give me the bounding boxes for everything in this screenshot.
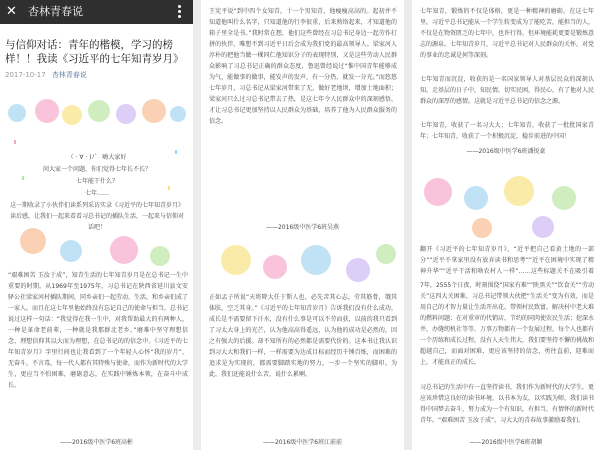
- decor-dot: [110, 236, 138, 264]
- article-panel-middle: [201, 0, 404, 450]
- essay-4-paragraph-2: 七年知青而沉淀，收获的是一名国家领导人对基层民众的深刻认知，走基层的日子中，知民情，切实民困，得民心，有了他对人民群众的深厚的感情。这就是习近平总书记的信念之源。: [420, 76, 594, 105]
- decor-dot: [88, 100, 110, 122]
- decor-dot: [8, 104, 26, 122]
- decor-dot: [20, 228, 46, 254]
- decor-dot: [532, 216, 554, 238]
- article-date: 2017-10-17: [5, 71, 46, 79]
- decor-dot: [116, 104, 136, 124]
- app-title: 杏林青春说: [28, 5, 83, 18]
- decor-dot: [424, 178, 452, 206]
- article-panel-left: [0, 0, 193, 450]
- intro-ellipsis: 七年……: [84, 190, 109, 197]
- decor-dot: [170, 106, 186, 122]
- intro-question: 问大家一个问题，你们觉得七年长不长？: [42, 166, 151, 173]
- intro-summary: 这一期收录了小伙伴们读系列采访实录《习近平的七年知青岁月》读后感，让我们一起来看看习总书记的插队生活，一起来与信仰对话吧！: [9, 202, 184, 231]
- intro-greeting: （ · ∀ · )ﾉ゛ 嗨大家好: [67, 154, 127, 161]
- panel-separator: [404, 0, 412, 450]
- article-panel-right: [412, 0, 600, 450]
- decor-dot: [263, 255, 287, 279]
- decor-dot: [221, 245, 251, 275]
- article-meta: [5, 70, 87, 80]
- article-title: 与信仰对话：青年的楷模，学习的榜样！！我读《习近平的七年知青岁月》: [5, 39, 184, 65]
- panel-separator: [193, 0, 201, 450]
- essay-2-signature: ——2016级中医学6班吴燕: [265, 224, 340, 231]
- decor-dot: [301, 245, 331, 275]
- decor-dot: [504, 176, 534, 206]
- essay-4: 七年知青，锻炼的不仅是体格，更是一种精神的磨砺。在这七年里，习近平总书记能从一个学生转变成为了能吃苦，能担当的人，不仅是在物资匮乏的七年中，也许行得，但环境能耗更要是锻炼意志的源泉。七年知青岁月，习近平总书记对人民群众的关怀，对党的事业的忠诚是何等深刻。: [420, 8, 594, 59]
- essay-5-paragraph-3: 习总书记的生活中有一直坚持读书，我们作为新时代的大学生，更应该珍惜这良好的读书环境，以书本为友，以实践为师，我们读书得中国梦去奋斗，努力成为一个有知识，有担当，有情怀的新时代青年。“艰难困苦 玉汝于成”。习大大的青春故事激励着我们。: [420, 384, 594, 424]
- essay-5-paragraph-2: 7年，2555个日夜，时刻围绕“国家有难”“陕黑关”“饮食关”“劳动关”这四大关困难，习总书记带领大伙把“生活关”变为有效，而是用自己的才智力量让生活开出花。带领村民致富，解决村中老大难的燃料问题；在对重审的代销店，节约的同肉使农民生活；挖深水井，办缝纫机社等等，万事万物都有一个发展过程，每个人也都有一个历练和成长过程，没有人天生伟大，我们要坚持不懈的挑战和超越自己，而面对困难，更应该坚持的信念，勇往直前，迎难而上，才能真正的成长。: [420, 282, 594, 366]
- decor-dot: [142, 99, 166, 123]
- essay-4-paragraph-3: 七年知青，收获了一名习大大；七年知青，收获了一批批国家青年；七年知青，收获了一个积极沉淀，稳步前进的中国！: [420, 122, 594, 140]
- essay-4-signature: ——2016级中医学6班潘锐豪: [466, 148, 546, 155]
- decor-dot: [464, 186, 488, 210]
- essay-3: 正如孟子所说“天将降大任于斯人也，必先苦其心志，劳其筋骨，饿其体肤，空乏其身。”《习近平的七年知青岁月》告诉我们没有什么成功，成长是不需要留下汗水，没有什么事是可以不劳而获，以前的我只看到了习太大身上的光芒，认为他高高得遥远，认为他的成功是必然的，因之有强大的后援。却不知所有的必然都是需要代价的。这本书让我认识到习大大和我们一样，一样需要为达成目标而经历千锤百炼，而困难的追求是为实现的，都需要脚踏实地的努力，一步一个坚实的脚印。为此，我们还能说什么苦，说什么累啊。: [209, 294, 397, 378]
- decor-dot: [60, 240, 82, 262]
- more-vertical-icon[interactable]: [178, 3, 182, 21]
- essay-2: 王宪平说“到中四个女知青，十一个男知青，他瘦瘦高高的。起初并不知道他叫什么名字，只知道他的行李很重，后来熟络起来，才知道他的箱子里全是书。”我时常在想，他们这些曾经在习总书记身边一起劳作打拼的伙伴，唯想不到习近平日后会成为我们党的最高领导人。梁家河人淳朴的把他当做一棵同仁他知识分子的表现特别，又是这些劳动人民群众影响了习总书记正确的群众态度，鲁迅曾经说过“惟中国青年能够成为气，能做事的做事，能发声的发声，有一分热，就发一分光。”而悠悠七年岁月，习总书记从梁家河带来了无，做好老地坝，增加土地面积；梁家河只么过习总书记带去了热，是这七年令人民群众中的深刻感悟，才让习总书记更加坚持以人民群众为基础，培养了他为人民群众服务的信念。: [209, 8, 397, 125]
- essay-1-signature: ——2016级中医学6班高彬: [59, 439, 134, 446]
- decor-dot: [35, 99, 59, 123]
- decor-dot: [552, 186, 576, 210]
- account-link[interactable]: 杏林青春说: [51, 71, 87, 79]
- decor-dot: [150, 246, 170, 266]
- decor-dot: [376, 244, 396, 264]
- decor-dot: [472, 218, 492, 238]
- essay-1: “艰难困苦 玉汝于成”，知青生活的七年知青岁月是在总书记一生中重要的时期。从1969年至1975年，习总书记在陕西省延川县文安驿公社梁家河村插队期间，同乡亲们一起劳动、生活，和乡亲们成了一家人。而且在这七年里他始终没有忘记自己的使命与担当，总书记说过这样一句话：“我觉得在我一生中，对我帮助最大的有两种人，一种是革命老前辈，一种就是我那群北老乡。”磨难中坚守理想信念，理想信仰其以大而为理想，在总书记的的信念中。《习近平的七年知青岁月》字里行间也让我看到了一个年轻人心怀“我的岁月”，无奋斗，不言毒，每一代人都有其特殊与使命，而作为新时代的大学生，更应当不怕困难，磨砺意志，在实践中锤炼本领，在奋斗中成长。: [8, 272, 188, 389]
- app-top-bar: [0, 0, 193, 24]
- essay-5-signature: ——2016级中医学6班胡颖: [469, 439, 543, 446]
- intro-question-2: 七年能干什么？: [75, 178, 118, 185]
- decor-confetti: [14, 140, 16, 144]
- decor-dot: [346, 258, 370, 282]
- decor-dot: [62, 105, 82, 125]
- essay-3-signature: ——2016级中医学6班江前前: [262, 439, 343, 446]
- essay-5: 翻开《习近平的七年知青岁月》，“近平把自己看黄土地的一部分”“近平不拿家里没有放弃读书和思考”“近平在困境中实现了精神升华”“近平干活和啥农村人一样”……这些标题关不在吸引着: [420, 246, 594, 275]
- close-icon[interactable]: ✕: [6, 4, 17, 19]
